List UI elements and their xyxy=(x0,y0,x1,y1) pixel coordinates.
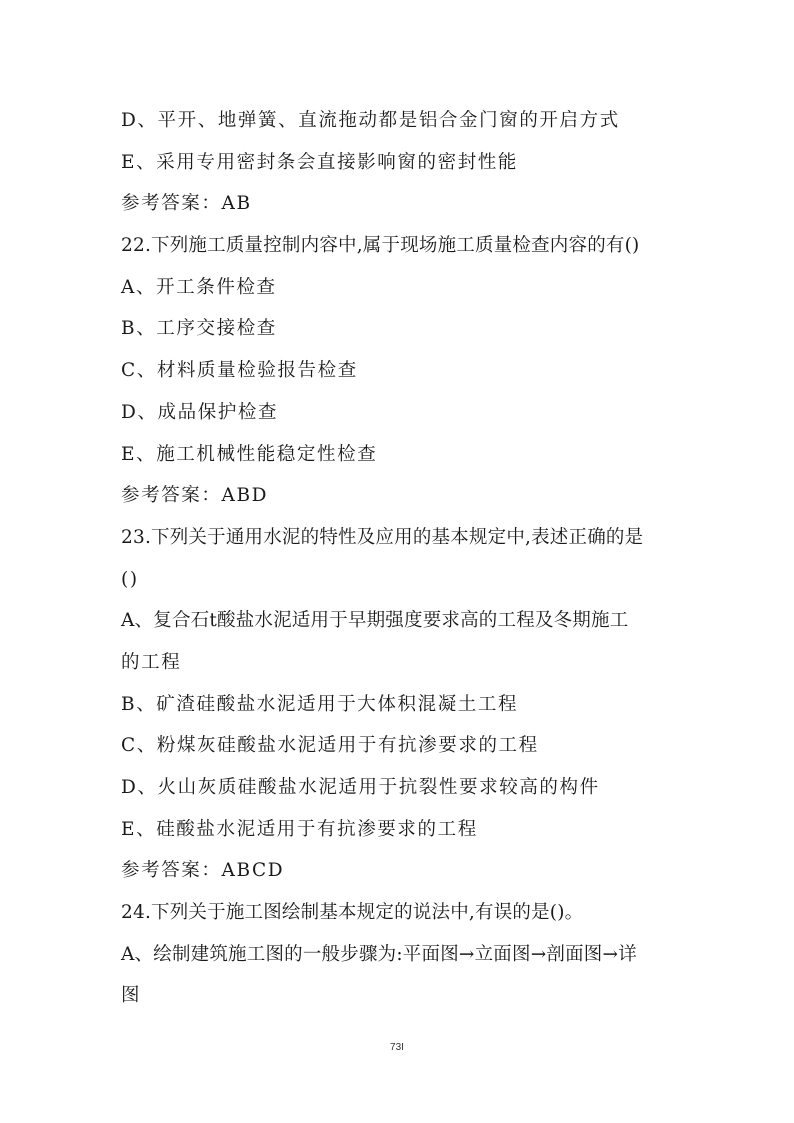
answer-line: 参考答案：AB xyxy=(121,193,252,215)
question-22: 22.下列施工质量控制内容中,属于现场施工质量检查内容的有() xyxy=(121,235,640,257)
question-23: 23.下列关于通用水泥的特性及应用的基本规定中,表述正确的是 xyxy=(121,526,644,548)
page-number: 73I xyxy=(390,1042,404,1053)
option-a-line: A、绘制建筑施工图的一般步骤为:平面图→立面图→剖面图→详 xyxy=(121,943,637,965)
option-e-line: E、施工机械性能稳定性检查 xyxy=(121,443,378,465)
option-d-line: D、火山灰质硅酸盐水泥适用于抗裂性要求较高的构件 xyxy=(121,777,600,798)
option-a-line: A、开工条件检查 xyxy=(121,276,277,298)
option-d-line: D、成品保护检查 xyxy=(121,401,279,423)
option-a-continuation: 图 xyxy=(121,985,142,1007)
option-d-line: D、平开、地弹簧、直流拖动都是铝合金门窗的开启方式 xyxy=(121,110,620,131)
answer-line: 参考答案：ABD xyxy=(121,485,269,507)
option-e-line: E、硅酸盐水泥适用于有抗渗要求的工程 xyxy=(121,818,478,840)
document-body xyxy=(121,100,681,1017)
answer-line: 参考答案：ABCD xyxy=(121,860,285,882)
question-24: 24.下列关于施工图绘制基本规定的说法中,有误的是()。 xyxy=(121,902,584,924)
option-b-line: B、工序交接检查 xyxy=(121,318,277,340)
option-e-line: E、采用专用密封条会直接影响窗的密封性能 xyxy=(121,151,519,173)
option-c-line: C、材料质量检验报告检查 xyxy=(121,360,358,382)
option-b-line: B、矿渣硅酸盐水泥适用于大体积混凝土工程 xyxy=(121,693,519,715)
option-c-line: C、粉煤灰硅酸盐水泥适用于有抗渗要求的工程 xyxy=(121,735,539,757)
option-a-line: A、复合石t酸盐水泥适用于早期强度要求高的工程及冬期施工 xyxy=(121,610,629,632)
question-23-continuation: () xyxy=(121,568,139,590)
option-a-continuation: 的工程 xyxy=(121,651,182,673)
